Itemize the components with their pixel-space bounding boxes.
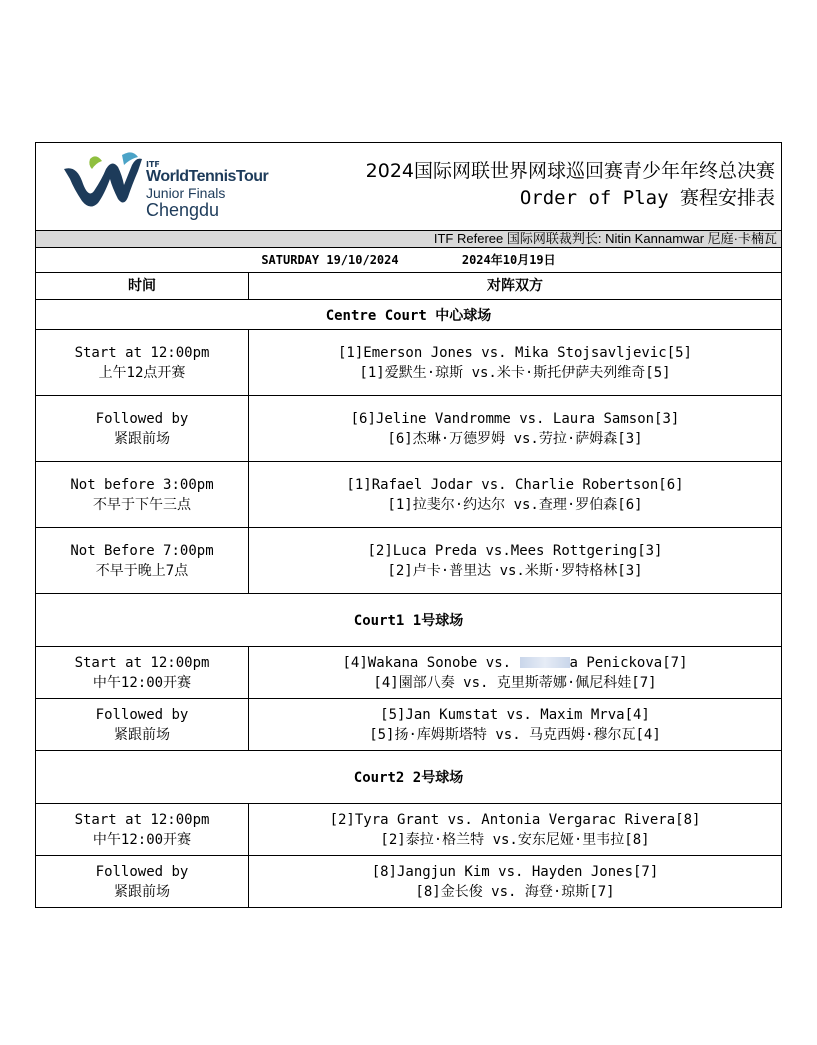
match-row — [36, 330, 781, 396]
match-en-part-b: a Penickova[7] — [569, 654, 688, 671]
match-pairing — [249, 462, 781, 527]
match-pairing — [249, 647, 781, 698]
match-time — [36, 856, 249, 907]
match-row — [36, 647, 781, 699]
time-en: Not before 3:00pm — [70, 476, 214, 493]
itf-label: ITF — [146, 160, 160, 169]
date-row — [36, 248, 781, 273]
date-en: SATURDAY 19/10/2024 — [261, 253, 399, 267]
time-cn: 紧跟前场 — [114, 726, 170, 743]
time-cn: 上午12点开赛 — [98, 364, 186, 381]
match-time — [36, 804, 249, 855]
court-header-centre: Centre Court 中心球场 — [36, 300, 781, 330]
column-header-time: 时间 — [36, 273, 249, 299]
brand-city: Chengdu — [146, 200, 220, 220]
page-title — [366, 158, 775, 212]
match-en: [2]Luca Preda vs.Mees Rottgering[3] — [367, 542, 663, 559]
brand-name: WorldTennisTour — [146, 168, 269, 185]
time-en: Followed by — [95, 863, 189, 880]
match-time — [36, 699, 249, 750]
column-header-match: 对阵双方 — [487, 278, 543, 294]
title-cn: 2024国际网联世界网球巡回赛青少年年终总决赛 — [365, 160, 775, 182]
header — [36, 143, 781, 231]
match-en: [5]Jan Kumstat vs. Maxim Mrva[4] — [380, 706, 650, 723]
match-cn: [2]泰拉·格兰特 vs.安东尼娅·里韦拉[8] — [380, 831, 650, 848]
time-en: Start at 12:00pm — [74, 654, 210, 671]
match-en: [1]Emerson Jones vs. Mika Stojsavljevic[5] — [337, 344, 692, 361]
match-pairing — [249, 396, 781, 461]
wtt-logo-mark-icon — [62, 151, 144, 213]
match-cn: [4]園部八奏 vs. 克里斯蒂娜·佩尼科娃[7] — [373, 674, 657, 691]
match-row — [36, 804, 781, 856]
match-cn: [6]杰琳·万德罗姆 vs.劳拉·萨姆森[3] — [387, 430, 643, 447]
match-time — [36, 462, 249, 527]
time-cn: 紧跟前场 — [114, 430, 170, 447]
logo-text — [146, 161, 268, 219]
match-cn: [1]爱默生·琼斯 vs.米卡·斯托伊萨夫列维奇[5] — [359, 364, 671, 381]
time-en: Start at 12:00pm — [74, 811, 210, 828]
match-en: [2]Tyra Grant vs. Antonia Vergarac Rivera[8] — [329, 811, 701, 828]
wtt-junior-finals-logo — [62, 151, 312, 223]
time-cn: 紧跟前场 — [114, 883, 170, 900]
title-en: Order of Play 赛程安排表 — [519, 187, 775, 209]
match-row — [36, 396, 781, 462]
match-cn: [2]卢卡·普里达 vs.米斯·罗特格林[3] — [387, 562, 643, 579]
redacted-name-blur — [520, 657, 570, 668]
referee-line: ITF Referee 国际网联裁判长: Nitin Kannamwar 尼庭·卡楠瓦 — [36, 231, 781, 248]
time-cn: 不早于下午三点 — [93, 496, 191, 513]
time-en: Followed by — [95, 706, 189, 723]
match-row — [36, 856, 781, 907]
match-pairing — [249, 856, 781, 907]
match-time — [36, 396, 249, 461]
column-header-row — [36, 273, 781, 300]
time-en: Followed by — [95, 410, 189, 427]
order-of-play-sheet — [35, 142, 782, 908]
match-pairing — [249, 528, 781, 593]
match-en: [1]Rafael Jodar vs. Charlie Robertson[6] — [346, 476, 684, 493]
match-pairing — [249, 804, 781, 855]
brand-subtitle: Junior Finals — [146, 185, 226, 201]
match-en-part-a: [4]Wakana Sonobe vs. — [342, 654, 520, 671]
match-time — [36, 528, 249, 593]
match-row — [36, 528, 781, 594]
match-pairing — [249, 699, 781, 750]
match-row — [36, 699, 781, 751]
match-row — [36, 462, 781, 528]
match-pairing — [249, 330, 781, 395]
match-time — [36, 330, 249, 395]
match-cn: [1]拉斐尔·约达尔 vs.查理·罗伯森[6] — [387, 496, 643, 513]
time-en: Not Before 7:00pm — [70, 542, 214, 559]
match-time — [36, 647, 249, 698]
match-cn: [5]扬·库姆斯塔特 vs. 马克西姆·穆尔瓦[4] — [369, 726, 661, 743]
match-cn: [8]金长俊 vs. 海登·琼斯[7] — [415, 883, 615, 900]
date-cn: 2024年10月19日 — [461, 253, 556, 267]
time-cn: 不早于晚上7点 — [95, 562, 189, 579]
match-en: [6]Jeline Vandromme vs. Laura Samson[3] — [350, 410, 680, 427]
time-en: Start at 12:00pm — [74, 344, 210, 361]
court-header-court2: Court2 2号球场 — [36, 751, 781, 804]
time-cn: 中午12:00开赛 — [92, 831, 192, 848]
time-cn: 中午12:00开赛 — [92, 674, 192, 691]
match-en — [342, 653, 687, 673]
court-header-court1: Court1 1号球场 — [36, 594, 781, 647]
match-en: [8]Jangjun Kim vs. Hayden Jones[7] — [371, 863, 659, 880]
